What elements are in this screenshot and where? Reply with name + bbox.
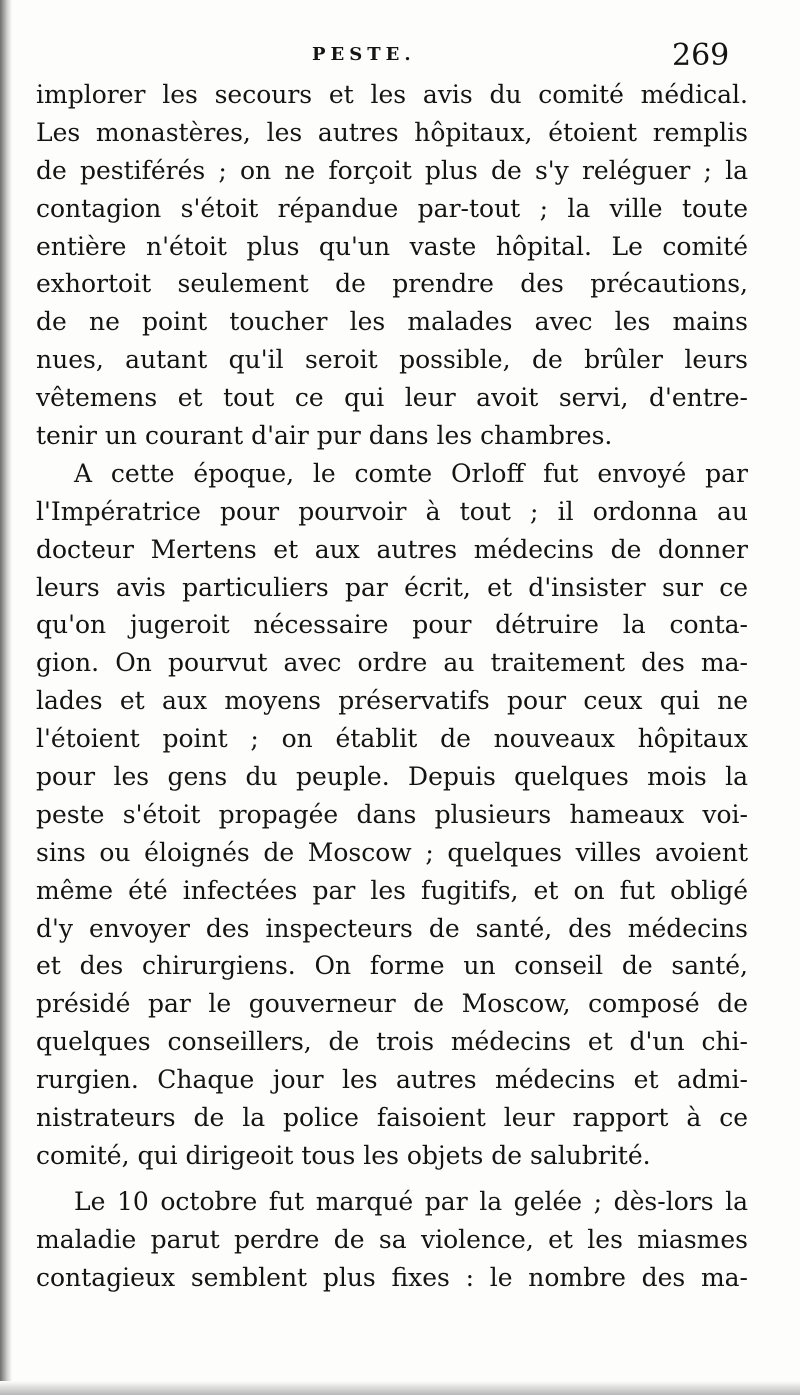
text-line: implorer les secours et les avis du comité médical. — [36, 80, 748, 109]
text-line: contagion s'étoit répandue par-tout ; la ville toute — [36, 193, 748, 223]
text-line: l'Impératrice pour pourvoir à tout ; il ordonna au — [36, 496, 748, 526]
text-line: A cette époque, le comte Orloff fut envoyé par — [74, 458, 748, 488]
text-line: entière n'étoit plus qu'un vaste hôpital. Le comité — [36, 231, 748, 261]
text-line: peste s'étoit propagée dans plusieurs hameaux voi- — [36, 799, 748, 829]
text-line: même été infectées par les fugitifs, et on fut obligé — [36, 875, 748, 905]
binding-shadow — [0, 0, 12, 1395]
text-line: comité, qui dirigeoit tous les objets de salubrité. — [36, 1140, 651, 1170]
page-edge-shadow — [0, 1381, 800, 1395]
text-line: Les monastères, les autres hôpitaux, étoient remplis — [36, 117, 748, 147]
text-line: lades et aux moyens préservatifs pour ceux qui ne — [36, 686, 748, 716]
text-line: nues, autant qu'il seroit possible, de brûler leurs — [36, 345, 748, 375]
text-line: présidé par le gouverneur de Moscow, composé de — [36, 989, 748, 1019]
text-line: exhortoit seulement de prendre des précautions, — [36, 269, 748, 299]
text-line: qu'on jugeroit nécessaire pour détruire la conta- — [36, 610, 748, 640]
body-text — [36, 76, 748, 1297]
text-line: gion. On pourvut avec ordre au traitement des ma- — [36, 648, 748, 678]
text-line: pour les gens du peuple. Depuis quelques mois la — [36, 762, 748, 792]
text-line: rurgien. Chaque jour les autres médecins et admi- — [36, 1065, 748, 1095]
text-line: l'étoient point ; on établit de nouveaux hôpitaux — [36, 724, 748, 754]
paragraph — [36, 76, 748, 455]
text-line: et des chirurgiens. On forme un conseil de santé, — [36, 951, 748, 981]
text-line: de pestiférés ; on ne forçoit plus de s'y reléguer ; la — [36, 155, 748, 185]
paragraph — [36, 455, 748, 1175]
page-number: 269 — [672, 38, 730, 73]
text-line: quelques conseillers, de trois médecins et d'un chi- — [36, 1027, 748, 1057]
text-line: leurs avis particuliers par écrit, et d'insister sur ce — [36, 572, 748, 602]
text-line: d'y envoyer des inspecteurs de santé, des médecins — [36, 913, 748, 943]
text-line: Le 10 octobre fut marqué par la gelée ; dès-lors la — [74, 1186, 748, 1216]
text-line: tenir un courant d'air pur dans les chambres. — [36, 421, 613, 451]
paragraph — [36, 1183, 748, 1297]
text-line: nistrateurs de la police faisoient leur rapport à ce — [36, 1103, 748, 1133]
text-line: maladie parut perdre de sa violence, et les miasmes — [36, 1224, 748, 1254]
page-header — [0, 38, 800, 78]
text-line: docteur Mertens et aux autres médecins de donner — [36, 534, 748, 564]
text-line: vêtemens et tout ce qui leur avoit servi, d'entre- — [36, 383, 748, 413]
running-title: PESTE. — [312, 44, 416, 65]
text-line: sins ou éloignés de Moscow ; quelques villes avoient — [36, 837, 748, 867]
text-line: contagieux semblent plus fixes : le nombre des ma- — [36, 1262, 748, 1292]
text-line: de ne point toucher les malades avec les mains — [36, 307, 748, 337]
